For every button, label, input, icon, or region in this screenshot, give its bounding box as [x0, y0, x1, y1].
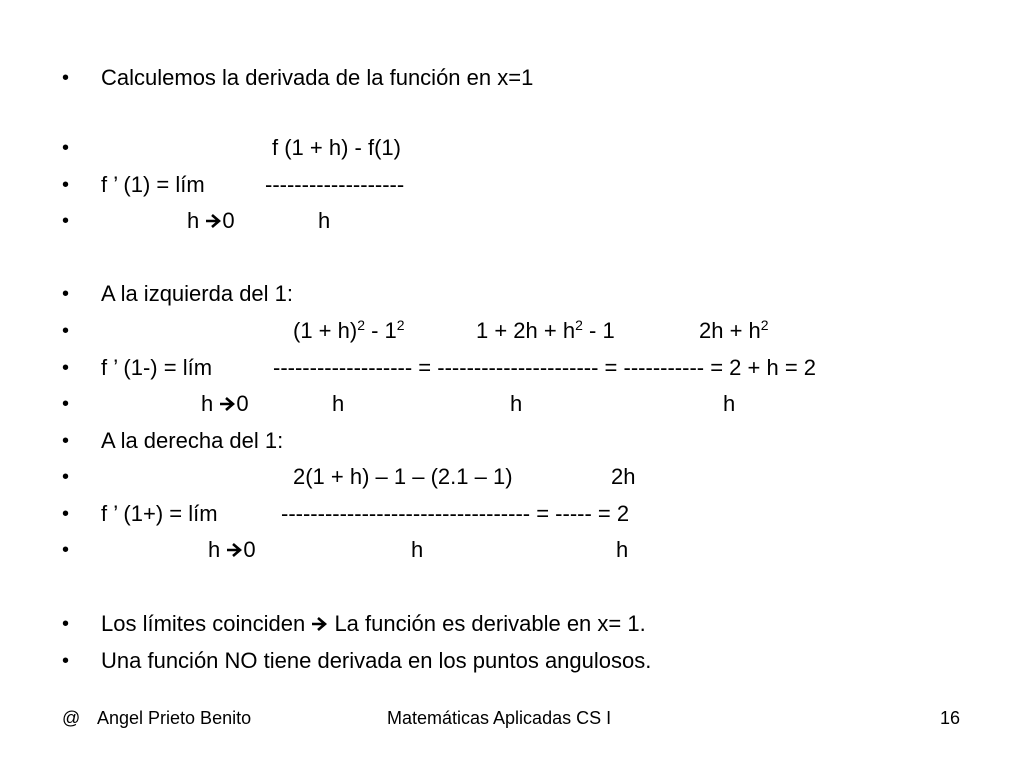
- left-denominator-2: h: [510, 391, 523, 416]
- footer-at-symbol: @: [62, 708, 81, 728]
- num1-base: (1 + h): [293, 318, 358, 343]
- definition-numerator: f (1 + h) - f(1): [272, 135, 401, 160]
- bullet: •: [62, 67, 70, 89]
- bullet: •: [62, 393, 70, 415]
- footer-course: Matemáticas Aplicadas CS I: [387, 708, 612, 728]
- num2-exponent: 2: [575, 317, 583, 333]
- bullet: •: [62, 466, 70, 488]
- bullet: •: [62, 320, 70, 342]
- right-numerator-2: 2h: [611, 464, 636, 489]
- limit-target: 0: [222, 208, 235, 233]
- limit-target: 0: [243, 537, 256, 562]
- limit-variable: h: [187, 208, 200, 233]
- num1-exponent-2: 2: [396, 317, 405, 333]
- bullet: •: [62, 613, 70, 635]
- bullet: •: [62, 283, 70, 305]
- right-denominator-2: h: [616, 537, 629, 562]
- right-numerator-1: 2(1 + h) – 1 – (2.1 – 1): [293, 464, 513, 489]
- right-arrow-icon: [219, 394, 236, 414]
- definition-denominator: h: [318, 208, 331, 233]
- conclusion-pre: Los límites coinciden: [101, 611, 312, 636]
- bullet: •: [62, 210, 70, 232]
- left-limit-expression: ------------------- = ---------------------- = ----------- = 2 + h = 2: [273, 355, 817, 380]
- bullet: •: [62, 430, 70, 452]
- right-arrow-icon: [205, 211, 222, 231]
- num2-base: 1 + 2h + h: [476, 318, 576, 343]
- bullet: •: [62, 503, 70, 525]
- footer-author: Angel Prieto Benito: [97, 708, 252, 728]
- num3-base: 2h + h: [699, 318, 761, 343]
- right-limit-subscript: [208, 536, 256, 564]
- bullet: •: [62, 137, 70, 159]
- left-limit-subscript: [201, 390, 249, 418]
- limit-variable: h: [201, 391, 214, 416]
- num2-tail: - 1: [582, 318, 615, 343]
- right-arrow-icon: [226, 540, 243, 560]
- right-limit-expression: ---------------------------------- = ----- = 2: [281, 501, 630, 526]
- definition-limit: [187, 207, 235, 235]
- conclusion-post: La función es derivable en x= 1.: [328, 611, 646, 636]
- num1-exponent: 2: [357, 317, 365, 333]
- left-limit-lhs: f ’ (1-) = lím: [101, 355, 213, 380]
- intro-text: Calculemos la derivada de la función en x=1: [101, 65, 534, 90]
- definition-lhs: f ’ (1) = lím: [101, 172, 205, 197]
- left-denominator-1: h: [332, 391, 345, 416]
- limit-target: 0: [236, 391, 249, 416]
- right-limit-heading: A la derecha del 1:: [101, 428, 284, 453]
- footer-page-number: 16: [940, 708, 961, 728]
- conclusion-angular-points: Una función NO tiene derivada en los puntos angulosos.: [101, 648, 652, 673]
- right-limit-lhs: f ’ (1+) = lím: [101, 501, 218, 526]
- definition-fraction-bar: -------------------: [265, 172, 405, 197]
- left-limit-heading: A la izquierda del 1:: [101, 281, 294, 306]
- bullet: •: [62, 174, 70, 196]
- left-numerator-3: [699, 317, 769, 345]
- left-numerator-1: [293, 317, 405, 345]
- num3-exponent: 2: [760, 317, 769, 333]
- bullet: •: [62, 357, 70, 379]
- right-denominator-1: h: [411, 537, 424, 562]
- conclusion-limits-coincide: [101, 610, 646, 638]
- num1-mid: - 1: [365, 318, 397, 343]
- left-denominator-3: h: [723, 391, 736, 416]
- bullet: •: [62, 650, 70, 672]
- right-arrow-icon: [311, 614, 328, 634]
- left-numerator-2: [476, 317, 615, 345]
- bullet: •: [62, 539, 70, 561]
- limit-variable: h: [208, 537, 221, 562]
